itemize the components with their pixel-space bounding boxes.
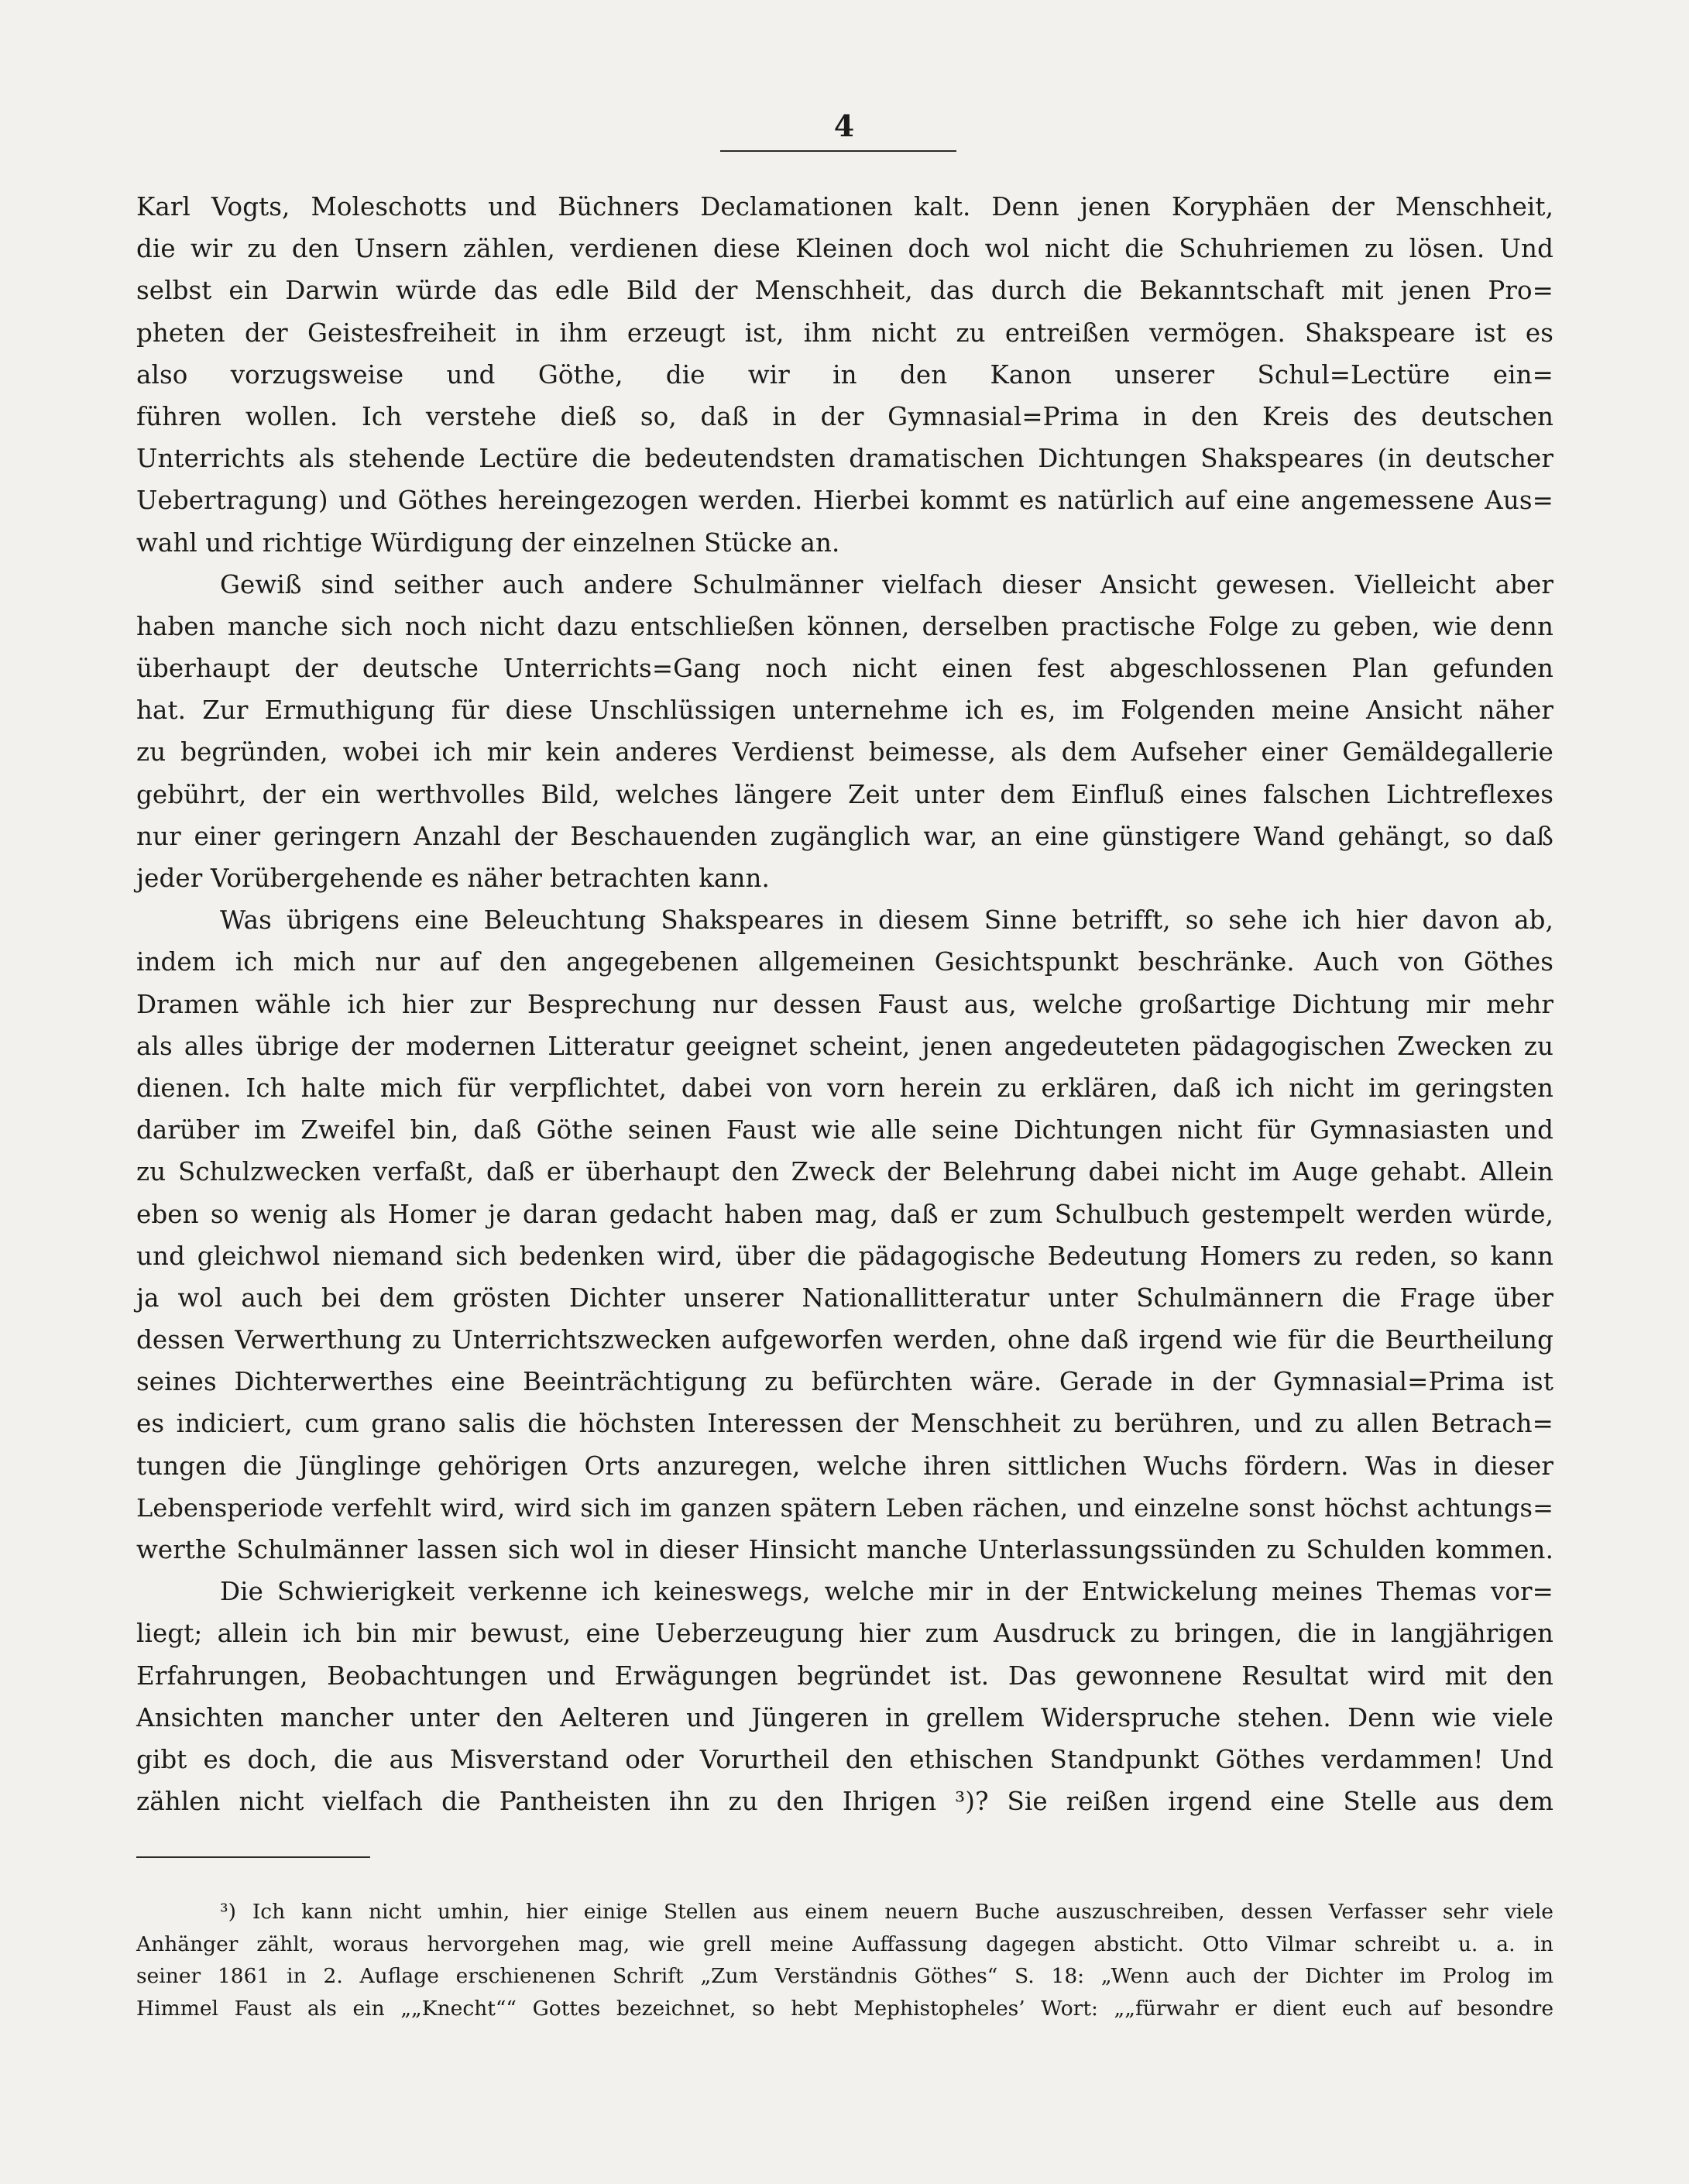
text-line: zu begründen, wobei ich mir kein anderes Verdienst beimesse, als dem Aufseher einer Gemäldegallerie: [136, 737, 1553, 767]
text-line: seines Dichterwerthes eine Beeinträchtigung zu befürchten wäre. Gerade in der Gymnasial=Prima ist: [136, 1367, 1553, 1397]
text-line: und gleichwol niemand sich bedenken wird, über die pädagogische Bedeutung Homers zu reden, so kann: [136, 1241, 1553, 1271]
text-line: überhaupt der deutsche Unterrichts=Gang noch nicht einen fest abgeschlossenen Plan gefunden: [136, 654, 1553, 684]
footnote-line: ³) Ich kann nicht umhin, hier einige Stellen aus einem neuern Buche auszuschreiben, dessen Verfasser sehr viele: [220, 1900, 1553, 1924]
text-line: haben manche sich noch nicht dazu entschließen können, derselben practische Folge zu geben, wie denn: [136, 611, 1553, 641]
text-line: dessen Verwerthung zu Unterrichtszwecken aufgeworfen werden, ohne daß irgend wie für die Beurtheilung: [136, 1325, 1553, 1355]
footnote-line: Anhänger zählt, woraus hervorgehen mag, wie grell meine Auffassung dagegen absticht. Otto Vilmar schreibt u. a. in: [136, 1932, 1553, 1956]
text-line: Ansichten mancher unter den Aelteren und Jüngeren in grellem Widerspruche stehen. Denn wie viele: [136, 1702, 1553, 1732]
text-line: Uebertragung) und Göthes hereingezogen werden. Hierbei kommt es natürlich auf eine angemessene Aus=: [136, 486, 1553, 516]
text-line: wahl und richtige Würdigung der einzelnen Stücke an.: [136, 527, 840, 558]
text-line: die wir zu den Unsern zählen, verdienen diese Kleinen doch wol nicht die Schuhriemen zu lösen. Und: [136, 234, 1553, 264]
text-line: Erfahrungen, Beobachtungen und Erwägungen begründet ist. Das gewonnene Resultat wird mit den: [136, 1660, 1553, 1691]
text-line: gibt es doch, die aus Misverstand oder Vorurtheil den ethischen Standpunkt Göthes verdammen! Und: [136, 1744, 1553, 1774]
text-line: indem ich mich nur auf den angegebenen allgemeinen Gesichtspunkt beschränke. Auch von Göthes: [136, 947, 1553, 977]
text-line: Dramen wähle ich hier zur Besprechung nur dessen Faust aus, welche großartige Dichtung mir mehr: [136, 989, 1553, 1019]
text-line: liegt; allein ich bin mir bewust, eine Ueberzeugung hier zum Ausdruck zu bringen, die in langjährigen: [136, 1619, 1553, 1649]
text-line: werthe Schulmänner lassen sich wol in dieser Hinsicht manche Unterlassungssünden zu Schulden kommen.: [136, 1535, 1553, 1564]
footnote-rule: [136, 1856, 370, 1858]
header-rule: [720, 150, 956, 152]
footnote: [136, 1896, 1553, 2024]
body-text: [136, 186, 1553, 1822]
text-line: führen wollen. Ich verstehe dieß so, daß in der Gymnasial=Prima in den Kreis des deutschen: [136, 401, 1553, 431]
text-line: zählen nicht vielfach die Pantheisten ihn zu den Ihrigen ³)? Sie reißen irgend eine Stelle aus dem: [136, 1787, 1553, 1817]
text-line: ja wol auch bei dem grösten Dichter unserer Nationallitteratur unter Schulmännern die Frage über: [136, 1283, 1553, 1313]
text-line: hat. Zur Ermuthigung für diese Unschlüssigen unternehme ich es, im Folgenden meine Ansicht näher: [136, 695, 1553, 726]
text-line: Gewiß sind seither auch andere Schulmänner vielfach dieser Ansicht gewesen. Vielleicht aber: [220, 569, 1553, 599]
text-line: nur einer geringern Anzahl der Beschauenden zugänglich war, an eine günstigere Wand gehängt, so daß: [136, 821, 1553, 851]
text-line: pheten der Geistesfreiheit in ihm erzeugt ist, ihm nicht zu entreißen vermögen. Shakspeare ist es: [136, 318, 1553, 348]
text-line: Karl Vogts, Moleschotts und Büchners Declamationen kalt. Denn jenen Koryphäen der Menschheit,: [136, 192, 1553, 221]
text-line: Die Schwierigkeit verkenne ich keineswegs, welche mir in der Entwickelung meines Themas vor=: [220, 1577, 1553, 1607]
text-line: eben so wenig als Homer je daran gedacht haben mag, daß er zum Schulbuch gestempelt werden würde,: [136, 1199, 1553, 1229]
text-line: zu Schulzwecken verfaßt, daß er überhaupt den Zweck der Belehrung dabei nicht im Auge gehabt. Allein: [136, 1157, 1553, 1187]
footnote-line: Himmel Faust als ein „„Knecht““ Gottes bezeichnet, so hebt Mephistopheles’ Wort: „„fürwahr er dient euch auf besondre: [136, 1996, 1553, 2021]
text-line: also vorzugsweise und Göthe, die wir in den Kanon unserer Schul=Lectüre ein=: [136, 359, 1553, 390]
footnote-line: seiner 1861 in 2. Auflage erschienenen Schrift „Zum Verständnis Göthes“ S. 18: „Wenn auch der Dichter im Prolog im: [136, 1964, 1553, 1988]
text-line: Lebensperiode verfehlt wird, wird sich im ganzen spätern Leben rächen, und einzelne sonst höchst achtungs=: [136, 1492, 1553, 1523]
text-line: darüber im Zweifel bin, daß Göthe seinen Faust wie alle seine Dichtungen nicht für Gymnasiasten und: [136, 1115, 1553, 1145]
text-line: dienen. Ich halte mich für verpflichtet, dabei von vorn herein zu erklären, daß ich nicht im geringsten: [136, 1073, 1553, 1103]
text-line: jeder Vorübergehende es näher betrachten kann.: [136, 864, 770, 893]
page-number: 4: [833, 108, 855, 143]
text-line: Unterrichts als stehende Lectüre die bedeutendsten dramatischen Dichtungen Shakspeares (in deutscher: [136, 444, 1553, 474]
text-line: gebührt, der ein werthvolles Bild, welches längere Zeit unter dem Einfluß eines falschen Lichtreflexes: [136, 779, 1553, 809]
text-line: als alles übrige der modernen Litteratur geeignet scheint, jenen angedeuteten pädagogischen Zwecken zu: [136, 1031, 1553, 1061]
text-line: Was übrigens eine Beleuchtung Shakspeares in diesem Sinne betrifft, so sehe ich hier davon ab,: [220, 905, 1553, 936]
text-line: tungen die Jünglinge gehörigen Orts anzuregen, welche ihren sittlichen Wuchs fördern. Was in dieser: [136, 1451, 1553, 1481]
text-line: es indiciert, cum grano salis die höchsten Interessen der Menschheit zu berühren, und zu allen Betrach=: [136, 1409, 1553, 1439]
text-line: selbst ein Darwin würde das edle Bild der Menschheit, das durch die Bekanntschaft mit jenen Pro=: [136, 276, 1553, 306]
